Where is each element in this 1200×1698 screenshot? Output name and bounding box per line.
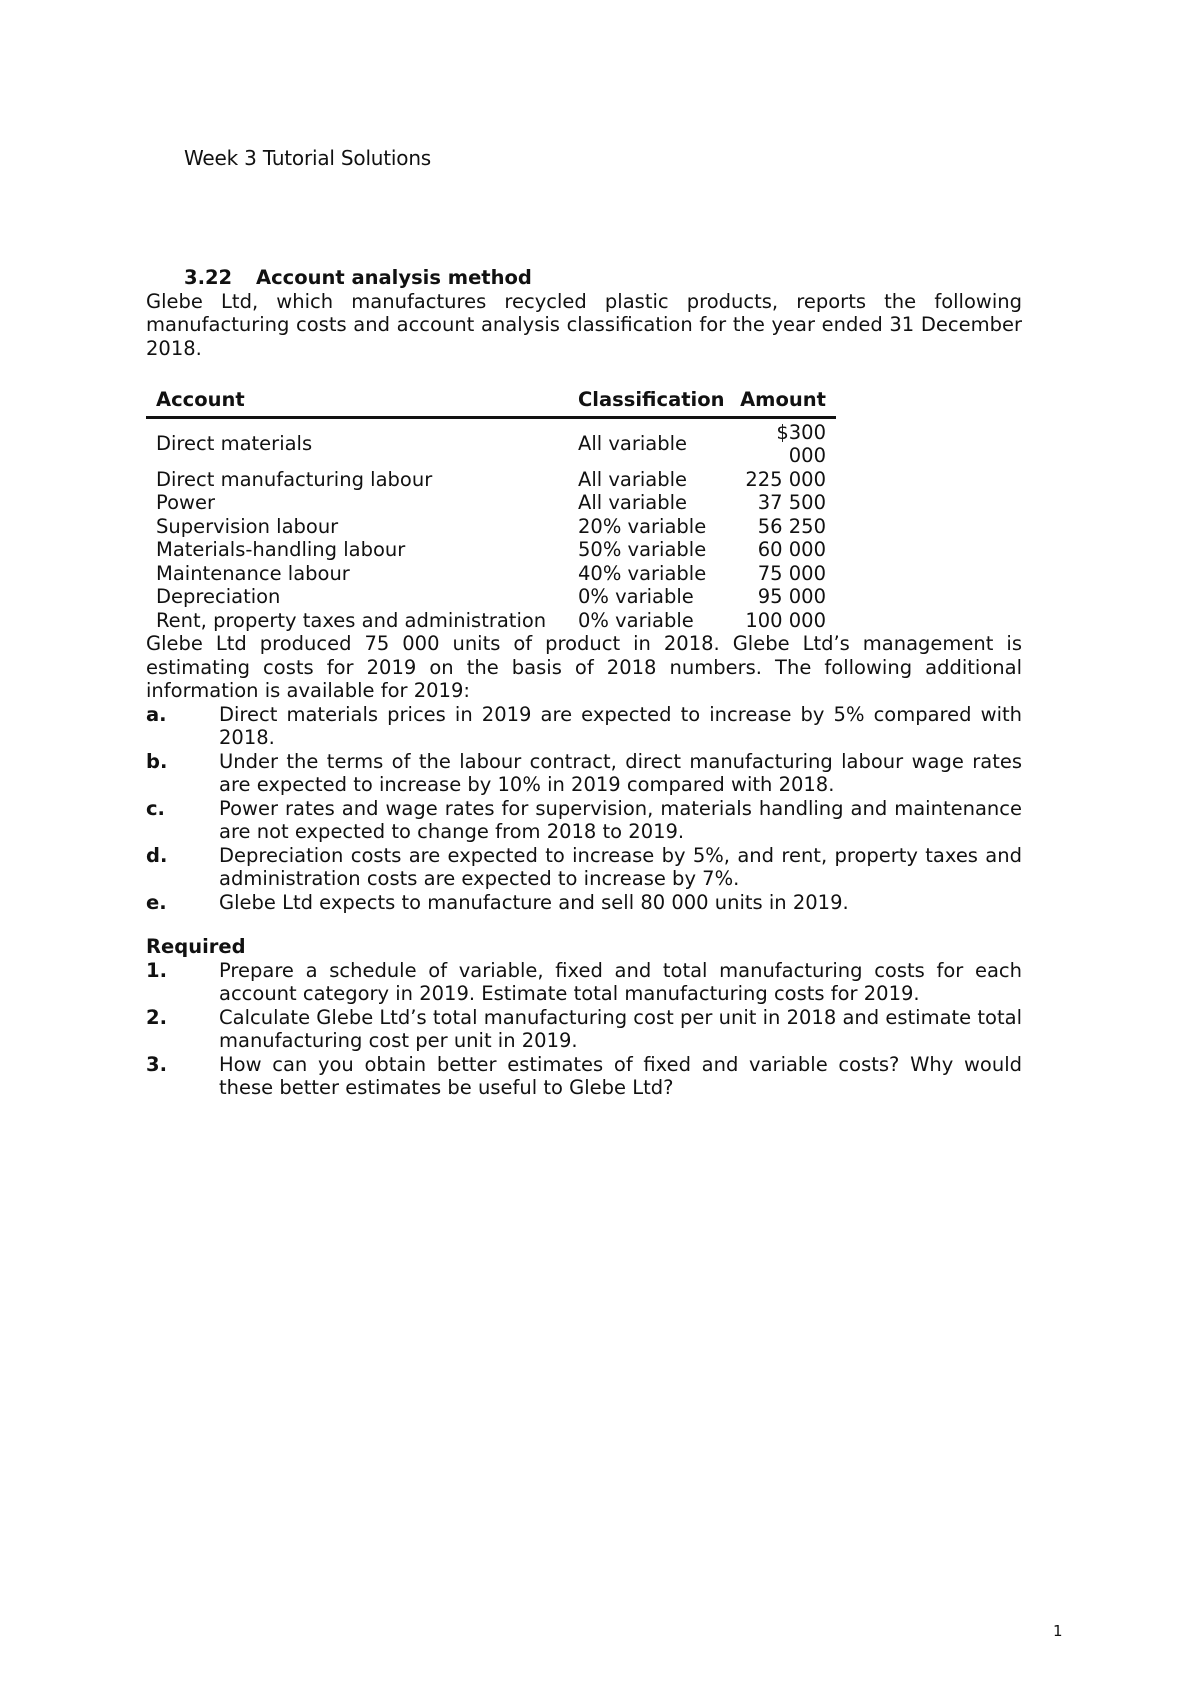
list-item [146,1006,1022,1053]
section-number: 3.22 [184,266,233,289]
cell-amount: 225 000 [745,467,826,491]
table-row [146,585,836,609]
cell-account: Direct manufacturing labour [156,467,433,491]
cell-classification: All variable [578,432,688,456]
list-marker: 3. [146,1052,167,1076]
list-text: Power rates and wage rates for supervision, materials handling and maintenance are not expected to change from 2018 to 2019. [219,796,1022,843]
list-marker: b. [146,749,168,773]
cell-classification: 0% variable [578,585,694,608]
list-text: How can you obtain better estimates of fixed and variable costs? Why would these better estimates be useful to Glebe Ltd? [219,1052,1022,1099]
cell-classification: 50% variable [578,538,707,561]
list-text: Under the terms of the labour contract, direct manufacturing labour wage rates are expected to increase by 10% in 2019 compared with 2018. [219,749,1022,796]
cell-classification: All variable [578,491,688,514]
cell-amount: 95 000 [757,585,826,608]
cell-account: Power [156,491,215,514]
cost-table [146,386,836,632]
list-item [146,891,1022,915]
required-list [146,959,1022,1100]
page-header: Week 3 Tutorial Solutions [184,146,432,170]
cell-account: Supervision labour [156,514,339,538]
header-account: Account [146,386,568,417]
cell-account: Depreciation [156,585,281,608]
list-item [146,844,1022,891]
section-title: Account analysis method [256,266,532,289]
list-text: Depreciation costs are expected to increase by 5%, and rent, property taxes and administration costs are expected to increase by 7%. [219,843,1022,890]
list-text: Prepare a schedule of variable, fixed and total manufacturing costs for each account category in 2019. Estimate total manufacturing costs for 2019. [219,958,1022,1005]
cell-classification: 40% variable [578,561,707,585]
table-row [146,491,836,515]
list-item [146,797,1022,844]
list-marker: 1. [146,958,167,982]
info-paragraph: Glebe Ltd produced 75 000 units of product in 2018. Glebe Ltd’s management is estimating costs for 2019 on the basis of 2018 numbers. The following additional information is available for 2019: [146,632,1022,702]
table-row [146,562,836,586]
cell-classification: All variable [578,467,688,491]
cell-amount: 37 500 [757,491,826,514]
list-item [146,750,1022,797]
list-marker: a. [146,702,167,726]
cell-account: Materials-handling labour [156,538,406,561]
cell-amount: 100 000 [745,608,826,632]
table-row [146,468,836,492]
list-marker: c. [146,796,165,820]
header-classification: Classification [568,386,725,417]
cell-account: Maintenance labour [156,561,350,585]
header-amount: Amount [725,386,836,417]
table-header-row [146,386,836,417]
intro-paragraph: Glebe Ltd, which manufactures recycled plastic products, reports the following manufacturing costs and account analysis classification for the year ended 31 December 2018. [146,289,1022,360]
list-marker: 2. [146,1005,167,1029]
cell-amount: $300 000 [776,420,826,467]
list-text: Glebe Ltd expects to manufacture and sell 80 000 units in 2019. [219,890,849,914]
table-row [146,609,836,633]
page-content [146,266,1022,1100]
page-number: 1 [1053,1622,1063,1640]
required-heading: Required [146,935,246,958]
list-item [146,959,1022,1006]
cell-classification: 20% variable [578,514,707,538]
table-row [146,515,836,539]
list-item [146,703,1022,750]
cell-account: Rent, property taxes and administration [156,608,547,632]
list-text: Calculate Glebe Ltd’s total manufacturing cost per unit in 2018 and estimate total manufacturing cost per unit in 2019. [219,1005,1022,1052]
cell-classification: 0% variable [578,608,694,632]
table-row [146,417,836,468]
section-heading [184,266,1022,290]
list-text: Direct materials prices in 2019 are expected to increase by 5% compared with 2018. [219,702,1022,749]
list-marker: e. [146,890,167,914]
info-list [146,703,1022,915]
cell-amount: 60 000 [757,538,826,561]
list-marker: d. [146,843,168,867]
list-item [146,1053,1022,1100]
cell-amount: 75 000 [757,561,826,585]
table-row [146,538,836,562]
cell-account: Direct materials [156,432,313,456]
cell-amount: 56 250 [757,514,826,538]
